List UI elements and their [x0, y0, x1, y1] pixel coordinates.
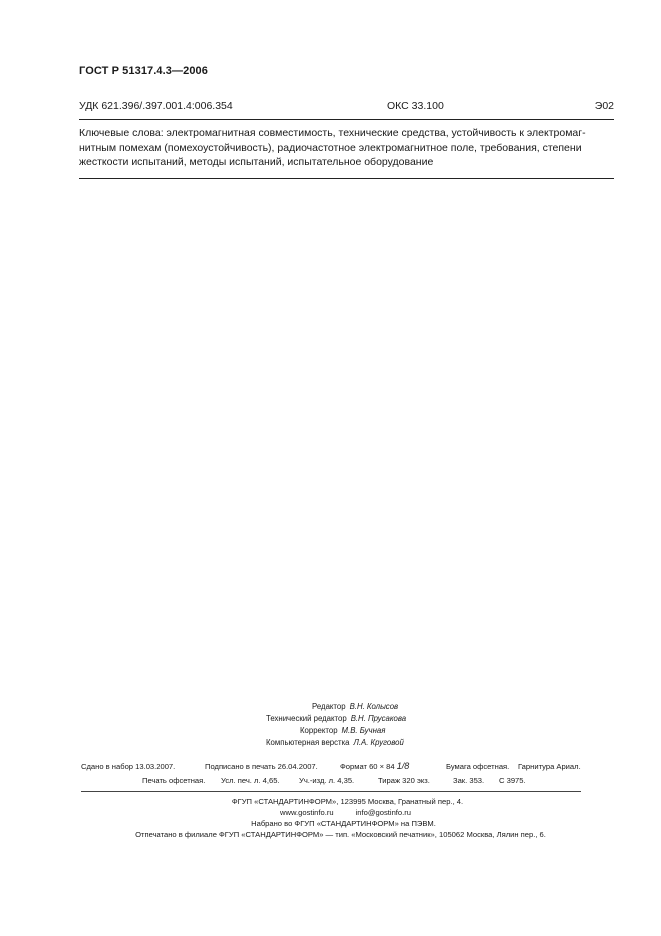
c-number: С 3975. — [499, 776, 526, 785]
printed-note: Отпечатано в филиале ФГУП «СТАНДАРТИНФОРМ» — тип. «Московский печатник», 105062 Москва, Лялин пер., 6. — [135, 830, 546, 839]
oks-code: ОКС 33.100 — [387, 100, 444, 112]
imprint-line — [81, 773, 581, 787]
credit-proofreader — [300, 725, 385, 738]
credit-tech-editor — [266, 713, 406, 726]
keywords-divider — [79, 178, 614, 179]
typeset-note: Набрано во ФГУП «СТАНДАРТИНФОРМ» на ПЭВМ. — [251, 819, 436, 828]
publisher-website: www.gostinfo.ru — [279, 808, 334, 817]
credit-role: Технический редактор — [266, 714, 347, 723]
keywords-line: жесткости испытаний, методы испытаний, испытательное оборудование — [79, 156, 434, 168]
publisher-contacts — [0, 807, 661, 818]
format — [340, 759, 409, 774]
credit-person: Л.А. Круговой — [353, 738, 404, 747]
paper-type: Бумага офсетная. — [446, 762, 510, 771]
keywords-line: Ключевые слова: электромагнитная совместимость, технические средства, устойчивость к электромаг- — [79, 127, 586, 139]
sent-to-set: Сдано в набор 13.03.2007. — [81, 762, 176, 771]
credit-person: В.Н. Колысов — [349, 702, 399, 711]
typeface: Гарнитура Ариал. — [518, 762, 581, 771]
credit-editor — [312, 701, 398, 714]
classification-row — [79, 100, 614, 114]
print-run: Тираж 320 экз. — [378, 776, 430, 785]
print-method: Печать офсетная. — [142, 776, 206, 785]
signed-for-print: Подписано в печать 26.04.2007. — [205, 762, 318, 771]
format-prefix: Формат 60 × 84 — [340, 762, 395, 771]
publisher-address: ФГУП «СТАНДАРТИНФОРМ», 123995 Москва, Гранатный пер., 4. — [231, 797, 464, 806]
publisher-info — [0, 796, 661, 840]
credit-layout — [266, 737, 404, 750]
category-code: Э02 — [594, 100, 614, 112]
format-fraction: 1/8 — [396, 761, 410, 771]
udk-code: УДК 621.396/.397.001.4:006.354 — [79, 100, 233, 112]
top-divider — [79, 119, 614, 120]
imprint-divider — [81, 791, 581, 792]
keywords-paragraph — [79, 126, 614, 170]
credit-role: Корректор — [300, 726, 338, 735]
print-sheets: Усл. печ. л. 4,65. — [221, 776, 280, 785]
credit-role: Редактор — [312, 702, 346, 711]
publisher-email: info@gostinfo.ru — [355, 808, 412, 817]
imprint-line — [81, 759, 581, 773]
publisher-sheets: Уч.-изд. л. 4,35. — [299, 776, 355, 785]
credit-person: В.Н. Прусакова — [350, 714, 407, 723]
standard-code: ГОСТ Р 51317.4.3—2006 — [79, 65, 208, 77]
order-number: Зак. 353. — [453, 776, 485, 785]
keywords-line: нитным помехам (помехоустойчивость), радиочастотное электромагнитное поле, требования, степени — [79, 141, 582, 154]
credit-role: Компьютерная верстка — [266, 738, 350, 747]
credit-person: М.В. Бучная — [341, 726, 386, 735]
